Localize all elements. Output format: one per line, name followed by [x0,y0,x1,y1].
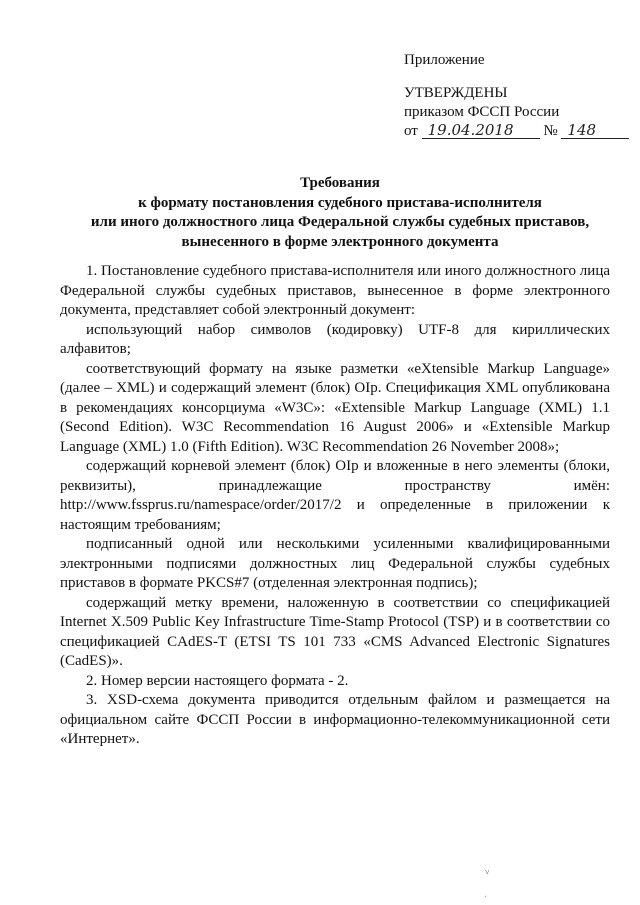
document-title [60,174,620,252]
paragraph-2: использующий набор символов (кодировку) UTF-8 для кириллических алфавитов; [60,321,610,357]
scan-speck-mark: ˌ [484,888,487,897]
paragraph-1: 1. Постановление судебного пристава-исполнителя или иного должностного лица Федеральной службы судебных приставов, вынесенное в форме электронного документа, представляет собой электронный документ: [60,263,610,318]
paragraph-8: 3. XSD-схема документа приводится отдельным файлом и размещается на официальном сайте ФССП России в информационно-телекоммуникационной сети «Интернет». [60,692,610,747]
number-prefix: № [543,123,558,139]
approval-block [404,84,629,141]
paragraph-3: соответствующий формату на языке разметки «eXtensible Markup Language» (далее – XML) и содержащий элемент (блок) OIp. Спецификация XML опубликована в рекомендациях консорциума «W3C»: «Extensible Markup Language (XML) 1.1 (Second Edition). W3C Recommendation 16 August 2006» и «Extensible Markup Language (XML) 1.0 (Fifth Edition). W3C Recommendation 26 November 2008»; [60,360,610,455]
paragraph-6: содержащий метку времени, наложенную в соответствии со спецификацией Internet X.509 Public Key Infrastructure Time-Stamp Protocol (TSP) и в соответствии со спецификацией CAdES-T (ETSI TS 101 733 «CMS Advanced Electronic Signatures (CadES)». [60,594,610,669]
handwritten-date: 19.04.2018 [422,122,540,139]
document-body [60,262,610,750]
title-line-3: или иного должностного лица Федеральной службы судебных приставов, [90,214,590,230]
paragraph-5: подписанный одной или несколькими усиленными квалифицированными электронными подписями должностных лиц Федеральной службы судебных приставов в формате PKCS#7 (отделенная электронная подпись); [60,536,610,591]
paragraph-7: 2. Номер версии настоящего формата - 2. [86,672,349,689]
scan-speck-mark: ˅ [485,868,490,877]
date-number-line [404,122,629,141]
attachment-label: Приложение [404,52,485,68]
handwritten-number: 148 [561,122,629,139]
approved-label: УТВЕРЖДЕНЫ [404,85,508,101]
paragraph-4: содержащий корневой элемент (блок) OIp и вложенные в него элементы (блоки, реквизиты), принадлежащие пространству имён: http://www.fssprus.ru/namespace/order/2017/2 и определенные в приложении к настоящим требованиям; [60,458,610,533]
title-line-4: вынесенного в форме электронного документа [181,233,499,250]
order-line: приказом ФССП России [404,104,560,120]
title-line-2: к формату постановления судебного пристава-исполнителя [138,194,542,211]
date-prefix: от [404,123,418,139]
title-line-1: Требования [300,175,380,191]
